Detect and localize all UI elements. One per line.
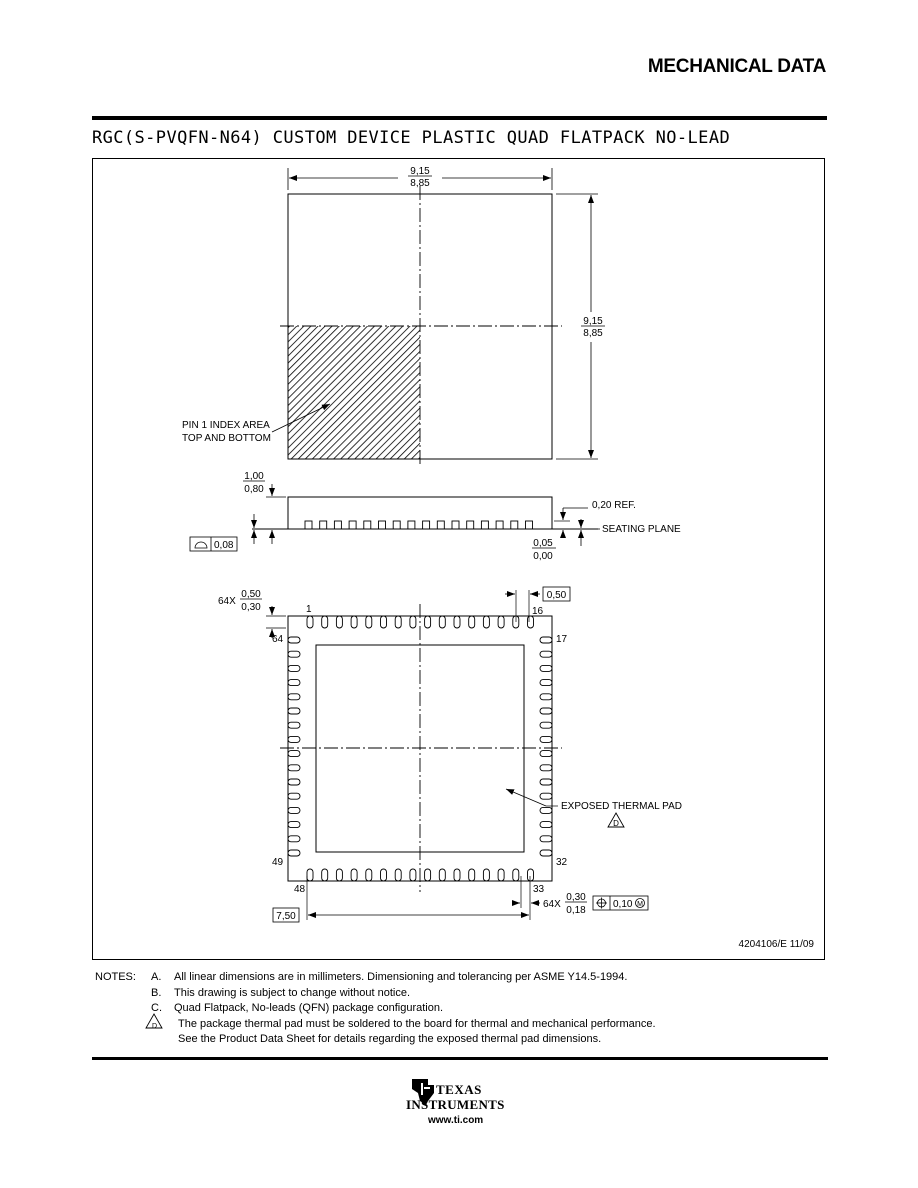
pin1-label-line2: TOP AND BOTTOM	[182, 433, 271, 444]
pin1-index-hatch	[288, 326, 420, 459]
ti-logo-line1: TEXAS	[436, 1082, 482, 1097]
pin-49-label: 49	[272, 857, 284, 868]
bottom-rule	[92, 1057, 828, 1060]
pad-top	[528, 616, 534, 628]
pad-top	[454, 616, 460, 628]
standoff-max: 0,05	[533, 538, 553, 549]
pad-bottom	[425, 869, 431, 881]
pad-right	[540, 708, 552, 714]
pad-bottom	[483, 869, 489, 881]
pad-count-bottom: 64X	[543, 899, 561, 910]
pad-right	[540, 680, 552, 686]
side-lead	[423, 521, 430, 529]
pad-width-min: 0,18	[566, 905, 586, 916]
note-text: The package thermal pad must be soldered to the board for thermal and mechanical performance.	[178, 1017, 656, 1030]
pad-bottom	[336, 869, 342, 881]
thermal-pad-label: EXPOSED THERMAL PAD	[561, 801, 682, 812]
pad-right	[540, 793, 552, 799]
pad-left	[288, 651, 300, 657]
pad-left	[288, 850, 300, 856]
pin-17-label: 17	[556, 634, 568, 645]
note-d-flag: D	[613, 819, 619, 828]
flatness-value: 0,08	[214, 540, 234, 551]
note-letter: D	[152, 1022, 158, 1030]
pad-bottom	[498, 869, 504, 881]
pad-left	[288, 680, 300, 686]
pad-left	[288, 722, 300, 728]
pad-top	[410, 616, 416, 628]
pad-top	[351, 616, 357, 628]
pad-left	[288, 694, 300, 700]
pad-length-max: 0,50	[241, 589, 261, 600]
pin-64-label: 64	[272, 634, 284, 645]
pad-bottom	[528, 869, 534, 881]
pad-top	[469, 616, 475, 628]
note-text: Quad Flatpack, No-leads (QFN) package configuration.	[174, 1002, 444, 1014]
thickness-max: 1,00	[244, 471, 264, 482]
pin1-label-line1: PIN 1 INDEX AREA	[182, 420, 270, 431]
pad-top	[381, 616, 387, 628]
pad-right	[540, 722, 552, 728]
pad-left	[288, 708, 300, 714]
pin-1-label: 1	[306, 604, 312, 615]
pad-bottom	[395, 869, 401, 881]
pad-bottom	[439, 869, 445, 881]
pad-bottom	[322, 869, 328, 881]
pad-right	[540, 765, 552, 771]
pitch-value: 0,50	[546, 590, 567, 601]
pad-count-top: 64X	[218, 596, 236, 607]
note-text: All linear dimensions are in millimeters. Dimensioning and tolerancing per ASME Y14.5-1994.	[174, 971, 628, 983]
ti-url: www.ti.com	[428, 1115, 484, 1126]
pad-bottom	[366, 869, 372, 881]
pad-bottom	[351, 869, 357, 881]
side-lead	[349, 521, 356, 529]
ref-dim: 0,20 REF.	[592, 500, 636, 511]
note-letter: C.	[151, 1002, 162, 1014]
side-body	[288, 497, 552, 529]
pad-right	[540, 751, 552, 757]
width-min: 8,85	[410, 178, 430, 189]
pin-33-label: 33	[533, 884, 545, 895]
pad-right	[540, 651, 552, 657]
span-value: 7,50	[276, 911, 296, 922]
pin-32-label: 32	[556, 857, 568, 868]
pad-top	[366, 616, 372, 628]
pad-left	[288, 751, 300, 757]
pin-16-label: 16	[532, 606, 544, 617]
note-continuation: See the Product Data Sheet for details regarding the exposed thermal pad dimensions.	[178, 1033, 602, 1045]
note-letter: B.	[151, 986, 162, 999]
flatness-icon	[195, 542, 207, 548]
side-leads	[305, 521, 533, 529]
side-lead	[334, 521, 341, 529]
side-lead	[408, 521, 415, 529]
pad-left	[288, 793, 300, 799]
pad-left	[288, 807, 300, 813]
pin-48-label: 48	[294, 884, 306, 895]
pad-bottom	[454, 869, 460, 881]
pad-bottom	[410, 869, 416, 881]
side-lead	[496, 521, 503, 529]
pad-top	[307, 616, 313, 628]
pad-left	[288, 836, 300, 842]
thickness-min: 0,80	[244, 484, 264, 495]
pad-right	[540, 779, 552, 785]
pad-left	[288, 822, 300, 828]
pad-left	[288, 765, 300, 771]
position-mod: M	[637, 901, 643, 908]
pad-right	[540, 807, 552, 813]
side-lead	[437, 521, 444, 529]
side-lead	[305, 521, 312, 529]
notes-heading: NOTES:	[95, 971, 136, 983]
pad-right	[540, 736, 552, 742]
pad-right	[540, 850, 552, 856]
side-lead	[320, 521, 327, 529]
package-title: RGC(S-PVQFN-N64) CUSTOM DEVICE PLASTIC QUAD FLATPACK NO-LEAD	[92, 128, 731, 148]
pad-width-max: 0,30	[566, 892, 586, 903]
side-lead	[467, 521, 474, 529]
drawing-number: 4204106/E 11/09	[738, 939, 814, 950]
seating-plane-label: SEATING PLANE	[602, 524, 681, 535]
note-letter: A.	[151, 971, 162, 983]
header-title: MECHANICAL DATA	[647, 56, 826, 77]
side-lead	[511, 521, 518, 529]
ti-logo-line2: INSTRUMENTS	[406, 1097, 505, 1112]
pad-top	[498, 616, 504, 628]
top-view	[182, 166, 605, 466]
pad-top	[395, 616, 401, 628]
height-min: 8,85	[583, 328, 603, 339]
width-max: 9,15	[410, 166, 430, 177]
side-lead	[452, 521, 459, 529]
note-text: This drawing is subject to change without notice.	[174, 986, 411, 999]
pad-length-min: 0,30	[241, 602, 261, 613]
height-max: 9,15	[583, 316, 603, 327]
pad-right	[540, 665, 552, 671]
pad-top	[322, 616, 328, 628]
side-lead	[379, 521, 386, 529]
pad-left	[288, 736, 300, 742]
pad-bottom	[513, 869, 519, 881]
pad-top	[336, 616, 342, 628]
side-lead	[364, 521, 371, 529]
pad-left	[288, 665, 300, 671]
pad-right	[540, 694, 552, 700]
pad-top	[483, 616, 489, 628]
standoff-min: 0,00	[533, 551, 553, 562]
pad-bottom	[469, 869, 475, 881]
pad-right	[540, 836, 552, 842]
pad-bottom	[307, 869, 313, 881]
side-lead	[481, 521, 488, 529]
pad-top	[425, 616, 431, 628]
pad-right	[540, 637, 552, 643]
pad-bottom	[381, 869, 387, 881]
pad-left	[288, 637, 300, 643]
bottom-view	[218, 587, 682, 922]
pad-top	[439, 616, 445, 628]
side-lead	[526, 521, 533, 529]
position-tol-value: 0,10	[613, 899, 633, 910]
side-view	[190, 471, 681, 562]
pad-right	[540, 822, 552, 828]
side-lead	[393, 521, 400, 529]
pad-left	[288, 779, 300, 785]
